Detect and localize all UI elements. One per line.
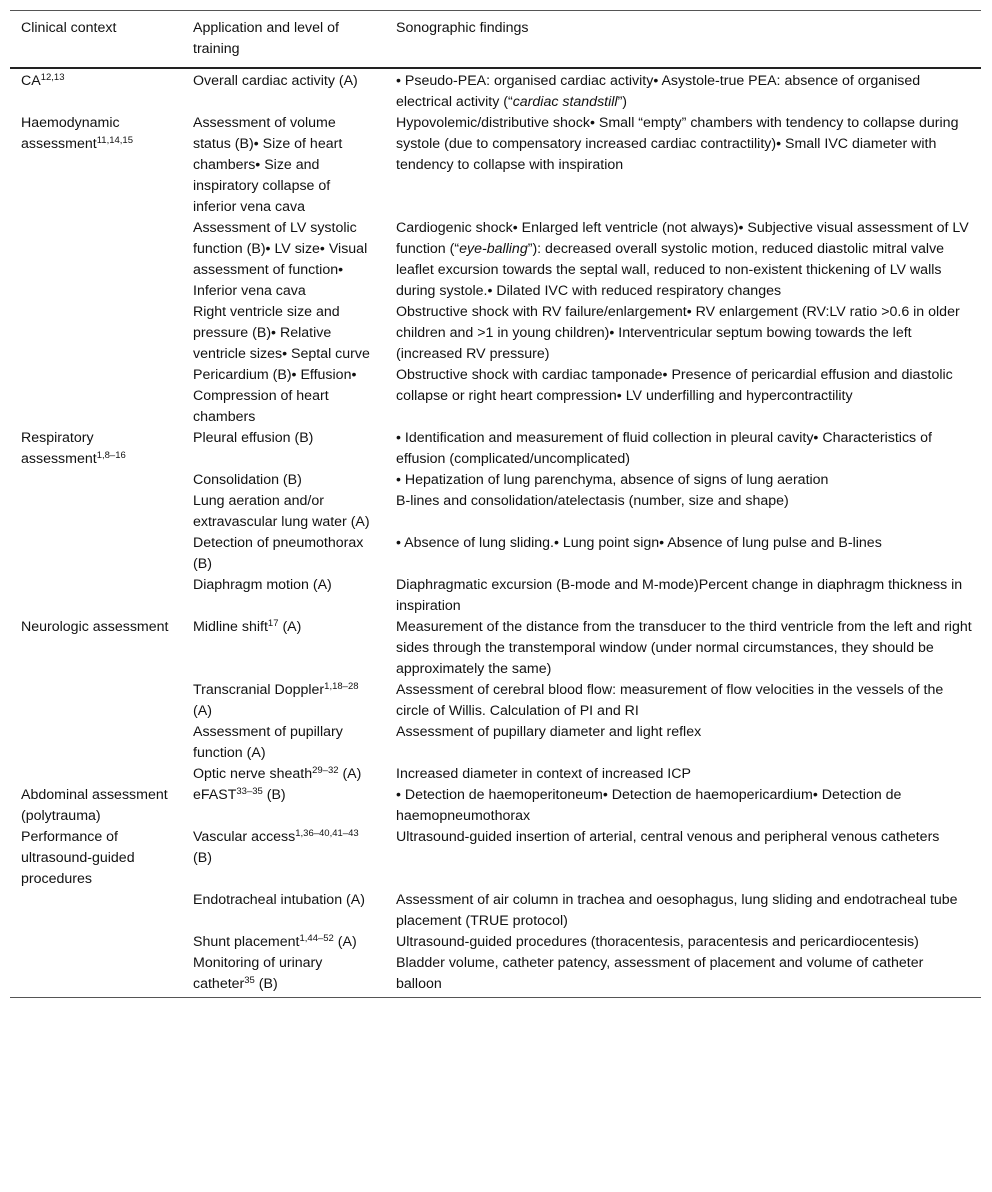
cell-application bbox=[182, 302, 385, 365]
cell-findings bbox=[385, 953, 981, 998]
cell-findings bbox=[385, 470, 981, 491]
findings-text: Obstructive shock with RV failure/enlargement• RV enlargement (RV:LV ratio >0.6 in older children and >1 in young children)• Interventricular septum bowing towards the left (increased RV pressure) bbox=[396, 304, 960, 362]
context-text: Performance of ultrasound-guided procedures bbox=[21, 829, 135, 887]
cell-application bbox=[182, 617, 385, 680]
application-text: Overall cardiac activity (A) bbox=[193, 73, 358, 89]
application-level: (A) bbox=[193, 703, 212, 719]
findings-text-end: ”) bbox=[617, 94, 628, 110]
cell-application bbox=[182, 533, 385, 575]
table-row bbox=[10, 890, 981, 932]
findings-text: Ultrasound-guided insertion of arterial, central venous and peripheral venous catheters bbox=[396, 829, 940, 845]
cell-clinical-context bbox=[10, 764, 182, 785]
table-row bbox=[10, 722, 981, 764]
table-row bbox=[10, 617, 981, 680]
header-findings: Sonographic findings bbox=[396, 20, 529, 36]
findings-text-end: ”): decreased overall systolic motion, reduced diastolic mitral valve leaflet excursion towards the septal wall, reduced to non-existent thickening of LV walls during systole.• Dilated IVC with reduced respiratory changes bbox=[396, 241, 945, 299]
application-text: Assessment of LV systolic function (B)• LV size• Visual assessment of function• Inferior vena cava bbox=[193, 220, 368, 299]
header-row bbox=[10, 11, 981, 69]
findings-emphasis: eye-balling bbox=[459, 241, 528, 257]
findings-text: Bladder volume, catheter patency, assessment of placement and volume of catheter balloon bbox=[396, 955, 924, 992]
table-row bbox=[10, 680, 981, 722]
application-text: Detection of pneumothorax (B) bbox=[193, 535, 364, 572]
table-row bbox=[10, 428, 981, 470]
application-citation: 17 bbox=[267, 618, 279, 629]
cell-clinical-context bbox=[10, 785, 182, 827]
table-row bbox=[10, 491, 981, 533]
application-text: Right ventricle size and pressure (B)• Relative ventricle sizes• Septal curve bbox=[193, 304, 370, 362]
application-text: Shunt placement bbox=[193, 934, 300, 950]
application-citation: 1,18–28 bbox=[324, 681, 359, 692]
application-text: Assessment of volume status (B)• Size of heart chambers• Size and inspiratory collapse of inferior vena cava bbox=[193, 115, 343, 215]
table-row bbox=[10, 827, 981, 890]
cell-clinical-context bbox=[10, 827, 182, 890]
application-text: Endotracheal intubation (A) bbox=[193, 892, 365, 908]
cell-clinical-context bbox=[10, 890, 182, 932]
cell-findings bbox=[385, 428, 981, 470]
findings-text: Diaphragmatic excursion (B-mode and M-mode)Percent change in diaphragm thickness in inspiration bbox=[396, 577, 963, 614]
table-row bbox=[10, 365, 981, 428]
cell-findings bbox=[385, 218, 981, 302]
application-citation: 1,44–52 bbox=[299, 933, 334, 944]
application-level: (B) bbox=[254, 976, 278, 992]
cell-findings bbox=[385, 575, 981, 617]
header-application: Application and level of training bbox=[193, 20, 339, 57]
application-text: Transcranial Doppler bbox=[193, 682, 325, 698]
table-row bbox=[10, 575, 981, 617]
cell-clinical-context bbox=[10, 470, 182, 491]
application-citation: 33–35 bbox=[236, 786, 263, 797]
context-text: CA bbox=[21, 73, 41, 89]
cell-clinical-context bbox=[10, 491, 182, 533]
application-text: Assessment of pupillary function (A) bbox=[193, 724, 343, 761]
findings-text: Ultrasound-guided procedures (thoracentesis, paracentesis and pericardiocentesis) bbox=[396, 934, 919, 950]
cell-clinical-context bbox=[10, 218, 182, 302]
application-text: Pericardium (B)• Effusion• Compression of heart chambers bbox=[193, 367, 357, 425]
context-citation: 11,14,15 bbox=[96, 135, 133, 146]
findings-text: • Identification and measurement of fluid collection in pleural cavity• Characteristics of effusion (complicated/uncomplicated) bbox=[396, 430, 932, 467]
findings-text: • Absence of lung sliding.• Lung point sign• Absence of lung pulse and B-lines bbox=[396, 535, 882, 551]
findings-text: Assessment of pupillary diameter and light reflex bbox=[396, 724, 702, 740]
table-row bbox=[10, 953, 981, 998]
application-level: (B) bbox=[193, 850, 212, 866]
context-text: Abdominal assessment (polytrauma) bbox=[21, 787, 168, 824]
context-text: Haemodynamic assessment bbox=[21, 115, 120, 152]
cell-findings bbox=[385, 932, 981, 953]
cell-findings bbox=[385, 113, 981, 218]
cell-clinical-context bbox=[10, 113, 182, 218]
application-text: Consolidation (B) bbox=[193, 472, 302, 488]
cell-application bbox=[182, 890, 385, 932]
cell-clinical-context bbox=[10, 680, 182, 722]
application-text: Pleural effusion (B) bbox=[193, 430, 314, 446]
cell-clinical-context bbox=[10, 68, 182, 113]
cell-application bbox=[182, 428, 385, 470]
findings-text: Measurement of the distance from the transducer to the third ventricle from the left and right sides through the transtemporal window (under normal circumstances, they should be approximately the same) bbox=[396, 619, 972, 677]
application-level: (A) bbox=[338, 766, 362, 782]
application-text: Vascular access bbox=[193, 829, 296, 845]
cell-findings bbox=[385, 491, 981, 533]
findings-text: • Pseudo-PEA: organised cardiac activity• Asystole-true PEA: absence of organised electrical activity (“ bbox=[396, 73, 921, 110]
cell-clinical-context bbox=[10, 533, 182, 575]
table-row bbox=[10, 302, 981, 365]
table-row bbox=[10, 113, 981, 218]
application-citation: 29–32 bbox=[312, 765, 339, 776]
cell-findings bbox=[385, 764, 981, 785]
application-level: (A) bbox=[278, 619, 302, 635]
context-citation: 1,8–16 bbox=[96, 450, 126, 461]
cell-findings bbox=[385, 680, 981, 722]
application-text: Optic nerve sheath bbox=[193, 766, 313, 782]
findings-text: Increased diameter in context of increased ICP bbox=[396, 766, 691, 782]
cell-application bbox=[182, 68, 385, 113]
table-container bbox=[10, 10, 981, 998]
cell-application bbox=[182, 764, 385, 785]
findings-text: Assessment of air column in trachea and oesophagus, lung sliding and endotracheal tube placement (TRUE protocol) bbox=[396, 892, 958, 929]
cell-application bbox=[182, 722, 385, 764]
application-text: Lung aeration and/or extravascular lung water (A) bbox=[193, 493, 370, 530]
cell-application bbox=[182, 827, 385, 890]
application-text: Midline shift bbox=[193, 619, 268, 635]
cell-findings bbox=[385, 785, 981, 827]
cell-clinical-context bbox=[10, 617, 182, 680]
application-citation: 1,36–40,41–43 bbox=[295, 828, 359, 839]
cell-application bbox=[182, 785, 385, 827]
context-citation: 12,13 bbox=[40, 72, 65, 83]
table-row bbox=[10, 470, 981, 491]
cell-application bbox=[182, 575, 385, 617]
table-row bbox=[10, 218, 981, 302]
cell-application bbox=[182, 365, 385, 428]
findings-text: Assessment of cerebral blood flow: measurement of flow velocities in the vessels of the circle of Willis. Calculation of PI and RI bbox=[396, 682, 944, 719]
table-body bbox=[10, 68, 981, 998]
cell-application bbox=[182, 218, 385, 302]
findings-text: B-lines and consolidation/atelectasis (number, size and shape) bbox=[396, 493, 789, 509]
sonography-applications-table bbox=[10, 10, 981, 998]
application-text: eFAST bbox=[193, 787, 237, 803]
context-text: Respiratory assessment bbox=[21, 430, 97, 467]
cell-findings bbox=[385, 365, 981, 428]
table-row bbox=[10, 785, 981, 827]
cell-clinical-context bbox=[10, 365, 182, 428]
findings-text: Hypovolemic/distributive shock• Small “empty” chambers with tendency to collapse during systole (due to compensatory increased cardiac contractility)• Small IVC diameter with tendency to collapse with inspiration bbox=[396, 115, 959, 173]
application-citation: 35 bbox=[244, 975, 255, 986]
application-text: Monitoring of urinary catheter bbox=[193, 955, 323, 992]
table-row bbox=[10, 68, 981, 113]
table-row bbox=[10, 764, 981, 785]
cell-application bbox=[182, 953, 385, 998]
application-level: (B) bbox=[262, 787, 286, 803]
cell-findings bbox=[385, 722, 981, 764]
findings-text: • Hepatization of lung parenchyma, absence of signs of lung aeration bbox=[396, 472, 829, 488]
cell-application bbox=[182, 113, 385, 218]
cell-findings bbox=[385, 827, 981, 890]
cell-clinical-context bbox=[10, 932, 182, 953]
cell-findings bbox=[385, 68, 981, 113]
findings-text: • Detection de haemoperitoneum• Detection de haemopericardium• Detection de haemopneumothorax bbox=[396, 787, 902, 824]
context-text: Neurologic assessment bbox=[21, 619, 169, 635]
findings-text: Cardiogenic shock• Enlarged left ventricle (not always)• Subjective visual assessment of LV function (“ bbox=[396, 220, 969, 257]
cell-application bbox=[182, 680, 385, 722]
cell-clinical-context bbox=[10, 428, 182, 470]
cell-clinical-context bbox=[10, 302, 182, 365]
cell-findings bbox=[385, 533, 981, 575]
header-clinical-context: Clinical context bbox=[21, 20, 117, 36]
table-row bbox=[10, 533, 981, 575]
cell-application bbox=[182, 932, 385, 953]
application-level: (A) bbox=[333, 934, 357, 950]
table-header bbox=[10, 11, 981, 69]
cell-clinical-context bbox=[10, 722, 182, 764]
table-row bbox=[10, 932, 981, 953]
findings-text: Obstructive shock with cardiac tamponade• Presence of pericardial effusion and diastolic collapse or right heart compression• LV underfilling and hypercontractility bbox=[396, 367, 953, 404]
cell-findings bbox=[385, 617, 981, 680]
cell-application bbox=[182, 470, 385, 491]
cell-findings bbox=[385, 302, 981, 365]
application-text: Diaphragm motion (A) bbox=[193, 577, 332, 593]
cell-application bbox=[182, 491, 385, 533]
cell-clinical-context bbox=[10, 575, 182, 617]
findings-emphasis: cardiac standstill bbox=[512, 94, 618, 110]
cell-findings bbox=[385, 890, 981, 932]
cell-clinical-context bbox=[10, 953, 182, 998]
